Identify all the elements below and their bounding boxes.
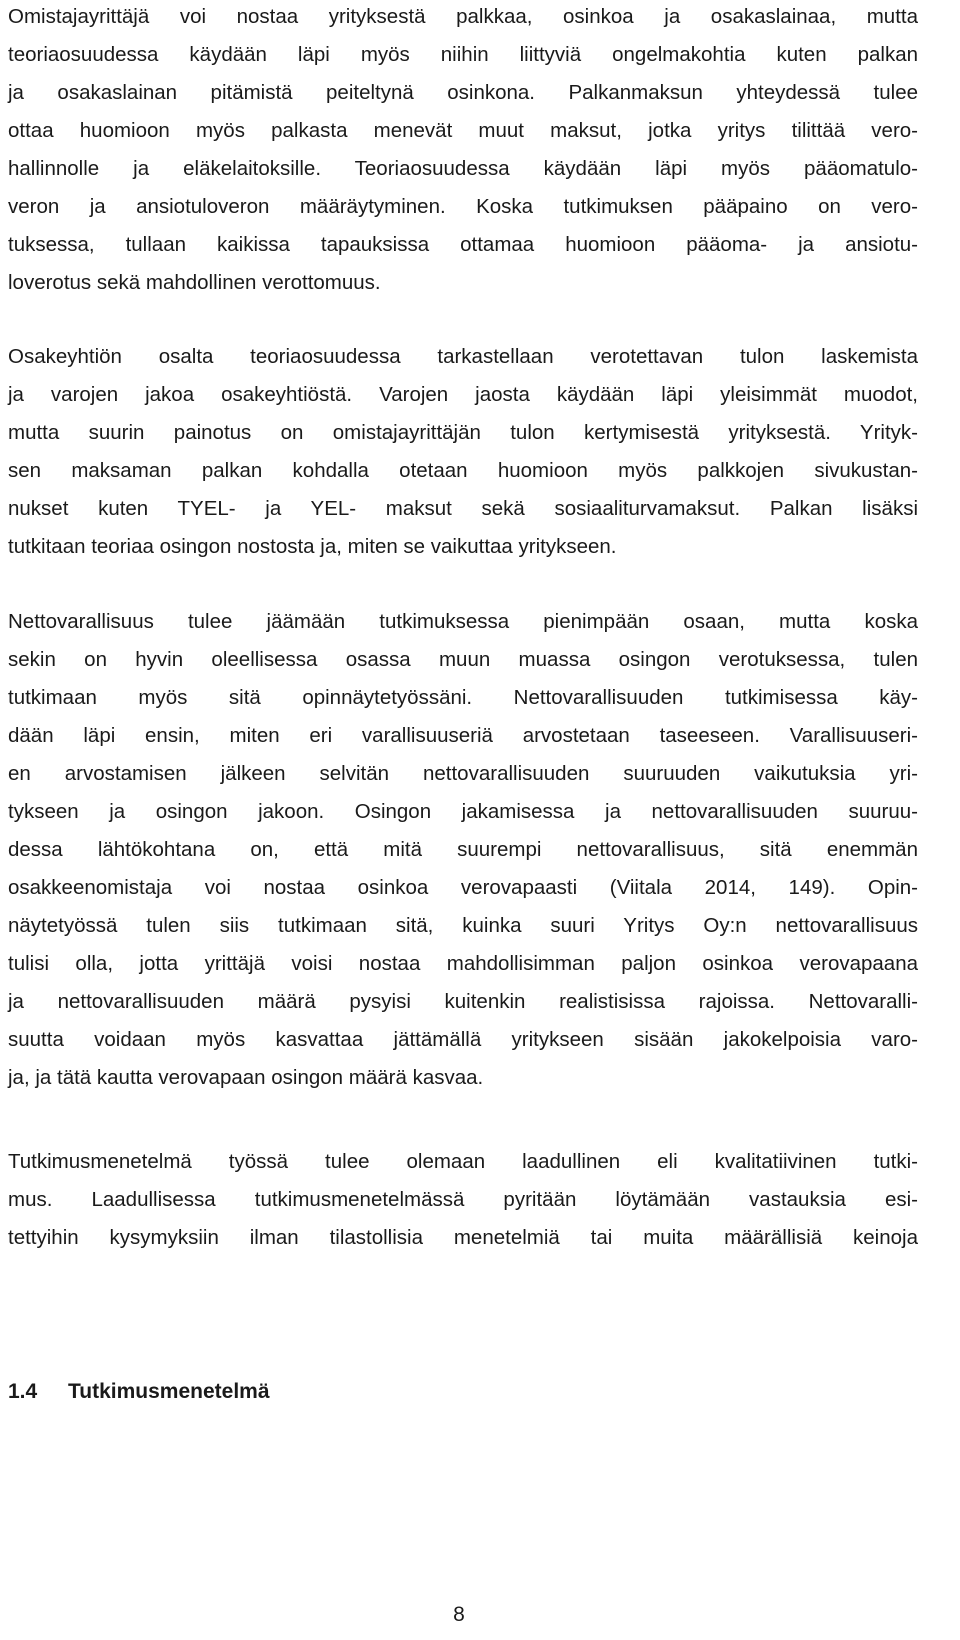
text-line: en arvostamisen jälkeen selvitän nettovarallisuuden suuruuden vaikutuksia yri- bbox=[8, 762, 918, 785]
text-line: dessa lähtökohtana on, että mitä suurempi nettovarallisuus, sitä enemmän bbox=[8, 838, 918, 861]
text-line: näytetyössä tulen siis tutkimaan sitä, kuinka suuri Yritys Oy:n nettovarallisuus bbox=[8, 914, 918, 937]
text-line: osakkeenomistaja voi nostaa osinkoa verovapaasti (Viitala 2014, 149). Opin- bbox=[8, 876, 918, 899]
text-line: tykseen ja osingon jakoon. Osingon jakamisessa ja nettovarallisuuden suuruu- bbox=[8, 800, 918, 823]
text-line: ja varojen jakoa osakeyhtiöstä. Varojen jaosta käydään läpi yleisimmät muodot, bbox=[8, 383, 918, 406]
text-line: nukset kuten TYEL- ja YEL- maksut sekä sosiaaliturvamaksut. Palkan lisäksi bbox=[8, 497, 918, 520]
text-line: tulisi olla, jotta yrittäjä voisi nostaa mahdollisimman paljon osinkoa verovapaana bbox=[8, 952, 918, 975]
text-line: ottaa huomioon myös palkasta menevät muut maksut, jotka yritys tilittää vero- bbox=[8, 119, 918, 142]
section-title: Tutkimusmenetelmä bbox=[68, 1380, 270, 1403]
text-line: Nettovarallisuus tulee jäämään tutkimuksessa pienimpään osaan, mutta koska bbox=[8, 610, 918, 633]
text-line: ja, ja tätä kautta verovapaan osingon määrä kasvaa. bbox=[8, 1066, 484, 1089]
text-line: mus. Laadullisessa tutkimusmenetelmässä pyritään löytämään vastauksia esi- bbox=[8, 1188, 918, 1211]
text-line: Tutkimusmenetelmä työssä tulee olemaan laadullinen eli kvalitatiivinen tutki- bbox=[8, 1150, 918, 1173]
text-line: tettyihin kysymyksiin ilman tilastollisia menetelmiä tai muita määrällisiä keinoja bbox=[8, 1226, 918, 1249]
section-number: 1.4 bbox=[8, 1380, 38, 1403]
text-line: sekin on hyvin oleellisessa osassa muun muassa osingon verotuksessa, tulen bbox=[8, 648, 918, 671]
text-line: teoriaosuudessa käydään läpi myös niihin liittyviä ongelmakohtia kuten palkan bbox=[8, 43, 918, 66]
text-line: tutkimaan myös sitä opinnäytetyössäni. Nettovarallisuuden tutkimisessa käy- bbox=[8, 686, 918, 709]
text-line: tutkitaan teoriaa osingon nostosta ja, miten se vaikuttaa yritykseen. bbox=[8, 535, 617, 558]
text-line: dään läpi ensin, miten eri varallisuuseriä arvostetaan taseeseen. Varallisuuseri- bbox=[8, 724, 918, 747]
text-line: mutta suurin painotus on omistajayrittäjän tulon kertymisestä yrityksestä. Yrityk- bbox=[8, 421, 918, 444]
text-line: veron ja ansiotuloveron määräytyminen. Koska tutkimuksen pääpaino on vero- bbox=[8, 195, 918, 218]
text-line: Osakeyhtiön osalta teoriaosuudessa tarkastellaan verotettavan tulon laskemista bbox=[8, 345, 918, 368]
section-heading bbox=[8, 1378, 270, 1406]
text-line: suutta voidaan myös kasvattaa jättämällä yritykseen sisään jakokelpoisia varo- bbox=[8, 1028, 918, 1051]
text-line: hallinnolle ja eläkelaitoksille. Teoriaosuudessa käydään läpi myös pääomatulo- bbox=[8, 157, 918, 180]
text-line: ja osakaslainan pitämistä peiteltynä osinkona. Palkanmaksun yhteydessä tulee bbox=[8, 81, 918, 104]
page-number: 8 bbox=[453, 1603, 465, 1626]
text-line: Omistajayrittäjä voi nostaa yrityksestä palkkaa, osinkoa ja osakaslainaa, mutta bbox=[8, 5, 918, 28]
text-line: ja nettovarallisuuden määrä pysyisi kuitenkin realistisissa rajoissa. Nettovaralli- bbox=[8, 990, 918, 1013]
text-line: loverotus sekä mahdollinen verottomuus. bbox=[8, 271, 381, 294]
text-line: sen maksaman palkan kohdalla otetaan huomioon myös palkkojen sivukustan- bbox=[8, 459, 918, 482]
text-line: tuksessa, tullaan kaikissa tapauksissa ottamaa huomioon pääoma- ja ansiotu- bbox=[8, 233, 918, 256]
